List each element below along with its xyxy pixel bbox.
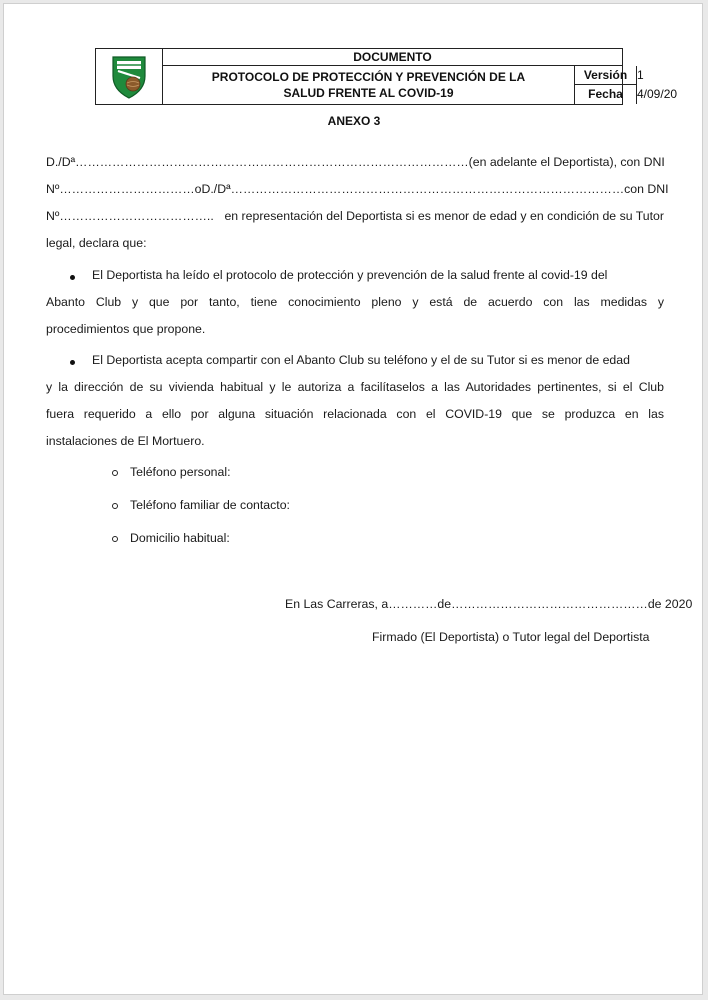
signature-month-dots: ………………………………………… — [451, 597, 648, 611]
intro-or: o — [194, 182, 202, 196]
club-shield-logo-icon — [109, 54, 149, 100]
document-page — [3, 3, 703, 995]
signature-de: de — [437, 597, 452, 611]
document-label: DOCUMENTO — [163, 49, 622, 66]
intro-line-2-end: con DNI — [624, 182, 669, 196]
intro-line-4: legal, declara que: — [46, 236, 147, 250]
field-1-circle-icon — [112, 470, 118, 476]
club-logo-cell — [96, 49, 163, 104]
bullet-1-line-2: Abanto Club y que por tanto, tiene conocimiento pleno y está de acuerdo con las medidas y — [46, 295, 664, 309]
intro-name-dots: …………………………………………………………………………………… — [75, 155, 469, 169]
intro-name-label: D./Dª — [46, 155, 76, 169]
title-line-1: PROTOCOLO DE PROTECCIÓN Y PREVENCIÓN DE LA — [211, 70, 526, 84]
document-title — [163, 66, 575, 104]
bullet-1-text-1: El Deportista ha leído el protocolo de protección y prevención de la salud frente al covid-19 del — [92, 268, 608, 282]
field-3-circle-icon — [112, 536, 118, 542]
bullet-2-line-2: y la dirección de su vivienda habitual y le autoriza a facilítaselos a las Autoridades pertinentes, si el Club — [46, 380, 664, 394]
signature-year: de 2020 — [647, 597, 693, 611]
signature-day-dots: ………… — [388, 597, 438, 611]
bullet-2-dot — [70, 360, 75, 365]
bullet-1-dot — [70, 275, 75, 280]
signature-signed-by: Firmado (El Deportista) o Tutor legal del Deportista — [372, 630, 650, 644]
field-personal-phone: Teléfono personal: — [130, 465, 231, 479]
bullet-1-line-1 — [92, 268, 664, 282]
field-family-phone: Teléfono familiar de contacto: — [130, 498, 290, 512]
version-label: Versión — [575, 66, 637, 85]
bullet-2-line-4: instalaciones de El Mortuero. — [46, 434, 205, 448]
intro-line-1 — [46, 155, 664, 169]
bullet-2-line-3: fuera requerido a ello por alguna situación relacionada con el COVID-19 que se produzca en las — [46, 407, 664, 421]
date-label: Fecha — [575, 85, 637, 104]
intro-line-1-end: (en adelante el Deportista), con DNI — [468, 155, 665, 169]
intro-line-3-text: en representación del Deportista si es menor de edad y en condición de su Tutor — [224, 209, 664, 223]
intro-tutor-label: D./Dª — [201, 182, 231, 196]
signature-place-date — [285, 597, 693, 611]
bullet-2-line-1: El Deportista acepta compartir con el Abanto Club su teléfono y el de su Tutor si es menor de edad — [92, 353, 630, 367]
annex-title: ANEXO 3 — [327, 114, 381, 128]
title-line-2: SALUD FRENTE AL COVID-19 — [283, 86, 454, 100]
signature-place: En Las Carreras, a — [285, 597, 389, 611]
intro-tutor-dots: …………………………………………………………………………………… — [230, 182, 625, 196]
intro-dni-label: Nº…………………………… — [46, 182, 195, 196]
document-header-table: DOCUMENTO PROTOCOLO DE PROTECCIÓN Y PREVENCIÓN DE LA SALUD FRENTE AL COVID-19 Versión 1 Fecha 4/09/20 — [95, 48, 623, 105]
field-2-circle-icon — [112, 503, 118, 509]
intro-tutor-dni: Nº……………………………….. — [46, 209, 214, 223]
intro-line-3 — [46, 209, 664, 223]
bullet-1-line-3: procedimientos que propone. — [46, 322, 206, 336]
intro-line-2 — [46, 182, 669, 196]
field-home-address: Domicilio habitual: — [130, 531, 230, 545]
